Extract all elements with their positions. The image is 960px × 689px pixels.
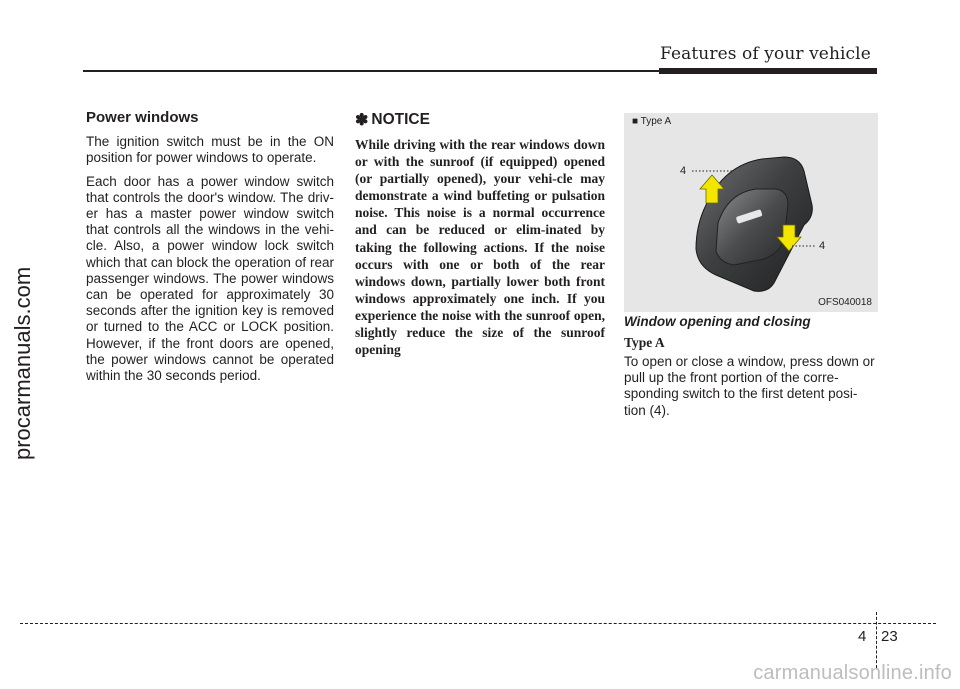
type-subheading: Type A [624,335,665,350]
section-heading: Power windows [86,109,199,126]
footer-rule [20,623,936,624]
window-instructions: To open or close a window, press down or pull up the front portion of the corre-sponding switch to the first detent posi-tion (4). [624,354,875,418]
switch-illustration [624,113,878,312]
notice-body: While driving with the rear windows down or with the sunroof (if equipped) opened (or partially opened), your vehi-cle may demonstrate a wind buffeting or pulsation noise. This noise is a normal occurrence and can be reduced or elim-inated by taking the following actions. If the noise occurs with one or both of the rear windows down, partially lower both front windows approximately one inch. If you experience the noise with the sunroof open, slightly reduce the size of the sunroof opening [355,137,605,358]
notice-box [355,110,605,358]
bottom-watermark: carmanualsonline.info [753,662,952,684]
page-header-title: Features of your vehicle [660,44,871,64]
header-rule-thick [659,68,877,74]
power-windows-section [86,110,334,391]
footer-divider [876,612,877,668]
chapter-number: 4 [858,628,867,645]
figure-caption: Window opening and closing [624,314,811,329]
header-rule [83,70,661,72]
window-switch-image [624,113,878,312]
side-watermark: procarmanuals.com [10,266,35,460]
notice-heading [355,110,605,130]
page-number: 23 [881,628,898,645]
paragraph-ignition: The ignition switch must be in the ON position for power windows to operate. [86,134,334,166]
window-opening-section [624,314,878,419]
paragraph-door-switch: Each door has a power window switch that controls the door's window. The driv-er has a master power window switch that controls all the windows in the vehi-cle. Also, a power window lock switch which that can block the operation of rear passenger windows. The power windows can be operated for approximately 30 seconds after the ignition key is removed or turned to the ACC or LOCK position. However, if the front doors are opened, the power windows cannot be operated within the 30 seconds period. [86,173,334,384]
figure-code: OFS040018 [818,297,872,308]
notice-star-icon: ✽ [355,112,369,129]
notice-title: NOTICE [371,111,430,128]
callout-up-label: 4 [680,165,687,177]
figure-type-label: ■ Type A [632,116,672,127]
callout-down-label: 4 [819,240,826,252]
